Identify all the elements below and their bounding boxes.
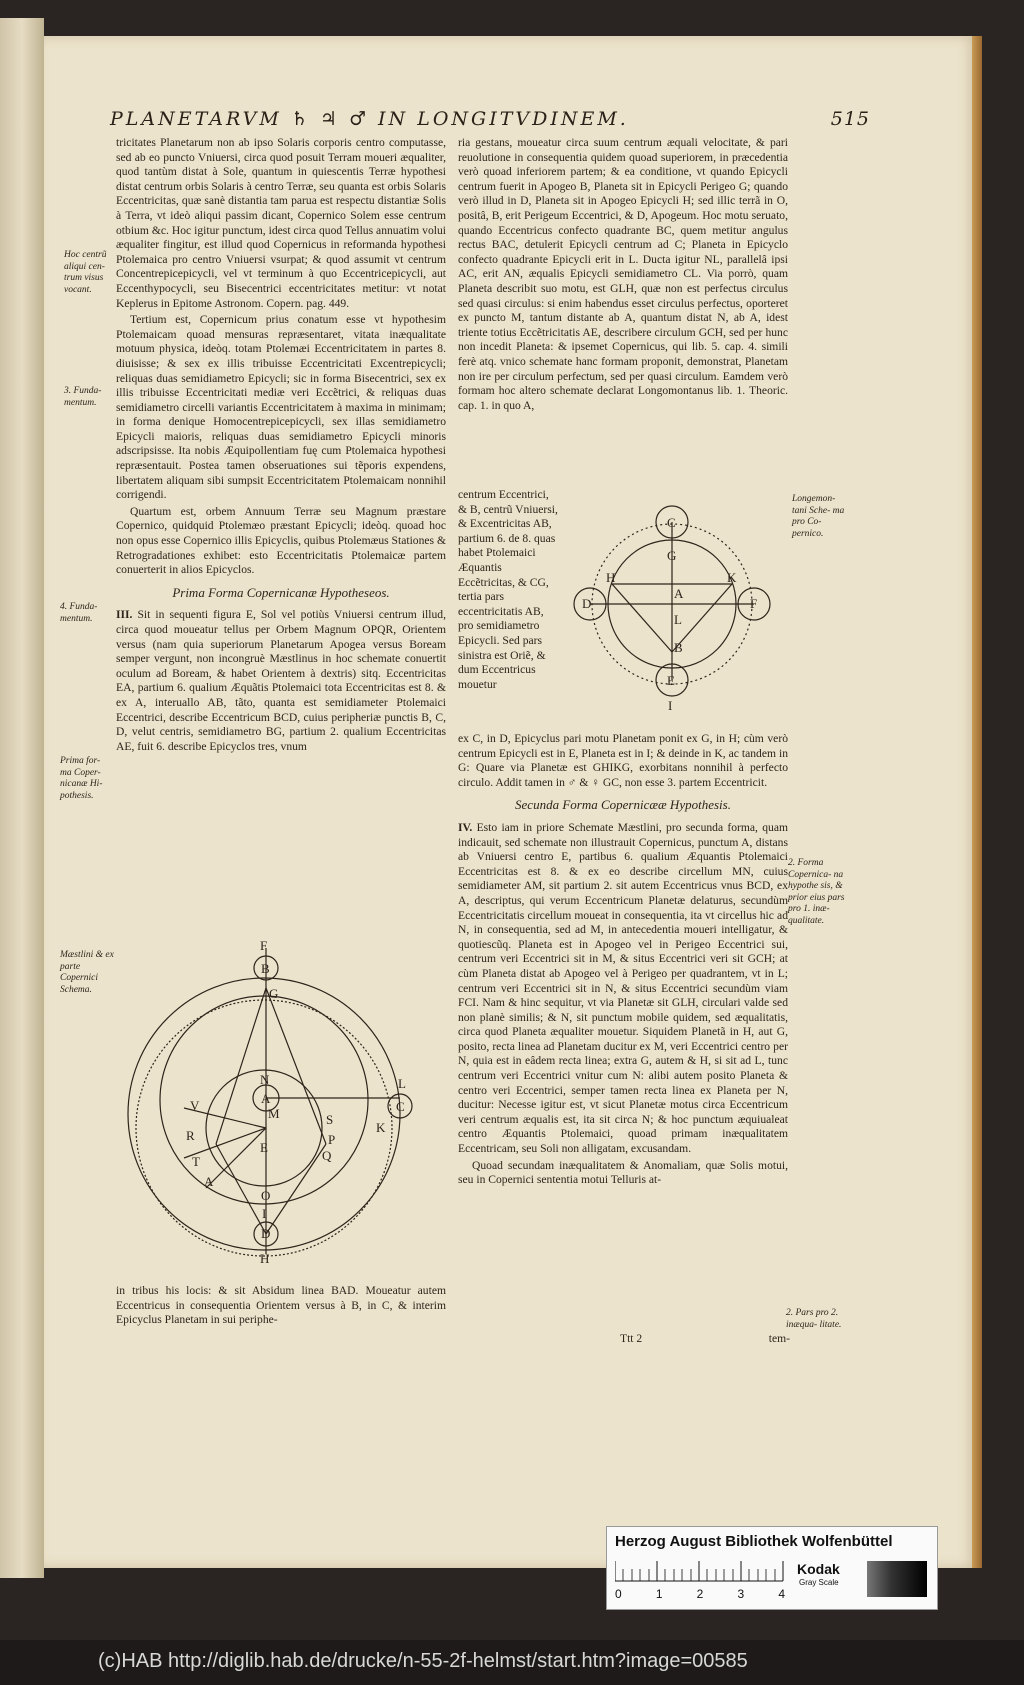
margin-note-prima-forma: Prima for- ma Coper- nicanæ Hi- pothesis. [60, 756, 103, 801]
margin-note-fundamentum-3: 3. Funda- mentum. [64, 386, 102, 408]
left-column [116, 136, 446, 944]
library-label-card [606, 1526, 938, 1610]
diagram-mastlin-label-r: R [186, 1128, 195, 1143]
diagram-mastlin-label-f: F [260, 938, 268, 953]
diagram-longomontanus [572, 500, 772, 714]
right-paragraph-3: ex C, in D, Epicyclus pari motu Planetam ponit ex G, in H; cùm verò centrum Epicycli est in E, Planeta est in I; & deinde in K, ac tandem in G: Quare via Planetæ est GHIKG, exorbitans nonnihil à perfecto circulo. Addit tamen in ♂ & ♀ GC, non esse 3. partem Eccentricit. [458, 732, 788, 789]
diagram-longo-label-i: I [668, 698, 673, 713]
diagram-mastlin-label-p: P [328, 1132, 336, 1147]
right-paragraph-5: Quoad secundam inæqualitatem & Anomaliam, quæ Solis motui, seu in Copernici sententia motui Telluris at- [458, 1158, 788, 1187]
diagram-mastlin-label-g: G [269, 986, 279, 1001]
scale-numbers [615, 1587, 785, 1601]
footer-credit-url[interactable]: (c)HAB http://diglib.hab.de/drucke/n-55-2f-helmst/start.htm?image=00585 [98, 1650, 748, 1672]
diagram-mastlin-label-k: K [376, 1120, 386, 1135]
kodak-brand: Kodak [797, 1561, 840, 1577]
diagram-mastlin-label-o: O [261, 1188, 271, 1203]
left-paragraph-4-text: Sit in sequenti figura E, Sol vel potiùs Vniuersi centrum illud, circa quod moueatur tellus per Orbem Magnum OPQR, Orientem versus (nam quia superiorum Planetarum Apogea versus Boream semper vergunt, non incongruè Mæstlinus in hoc schemate conuertit oculum ad Boream, & habet Orientem à dextris) sitq. Eccentricitas EA, partium 6. qualium Æquãtis Ptolemaici tota Eccentricitas est 8. & ex A, interuallo AB, tãto, quanta est semidiameter Ptolemaici Eccentrici, describe Eccentricum BCD, cuius peripheriæ punctis B, C, D, velut centris, semidiametro BG, partium 2. qualium Eccentricitas AE, fuit 6. describe Epicyclos tres, vnum [116, 608, 446, 753]
page-number: 515 [830, 108, 870, 130]
scale-number-2: 2 [696, 1587, 704, 1601]
left-column-bottom [116, 1284, 446, 1334]
margin-note-longomontani: Longemon- tani Sche- ma pro Co- pernico. [792, 494, 845, 539]
catchword: tem- [768, 1332, 790, 1345]
scale-number-0: 0 [615, 1587, 622, 1601]
diagram-mastlin-label-m: M [268, 1106, 280, 1121]
diagram-mastlin-label-s: S [326, 1112, 334, 1127]
left-paragraph-2: Tertium est, Copernicum prius conatum esse vt hypothesim Ptolemaicam quoad mensuras repræsentaret, vitata inæqualitate motuum physica, ideòq. totam Ptolemæi Eccentricitatem in partes 8. diuisisse; & sex ex illis tribuisse Eccentricitati Excentrepicycli; reliquas duas semidiametro Epicycli; sic in forma Bisecentrici, sex ex illis tribuisse Eccentricitati mediæ veri Eccẽtrici, & reliquas duas semidiametro circelli variantis Eccentricitatem à maxima in minimam; in forma denique Homocentrepicepicycli, sex illas semidiametro Epicycli maioris, reliquas duas semidiametro Epicycli minoris adscripsisse. Ita nobis Æquipollentiam fuę cum Ptolemaica hypothesi repræsentauit. Postea tamen obseruationes sui tẽporis expendens, libertatem aliquam sibi sumpsit Eccentricitatem Ptolemaicam nonnihil corrigendi. [116, 313, 446, 502]
gray-scale-patch [867, 1561, 927, 1597]
diagram-mastlin-label-v: V [190, 1098, 200, 1113]
diagram-longo-label-f: F [750, 596, 758, 611]
gray-scale-label: Gray Scale [799, 1578, 839, 1587]
margin-note-fundamentum-4: 4. Funda- mentum. [60, 602, 98, 624]
diagram-mastlin-label-b: B [261, 961, 270, 976]
diagram-longo-label-a: A [674, 586, 684, 601]
running-title: PLANETARVM ♄ ♃ ♂ IN LONGITVDINEM. [110, 108, 629, 130]
diagram-longo-label-d: D [582, 596, 592, 611]
signature-mark: Ttt 2 [620, 1332, 643, 1345]
right-paragraph-1: ria gestans, moueatur circa suum centrum æquali velocitate, & pari reuolutione in consequentia quidem quoad superiorem, in præcedentia verò quoad inferiorem partem; & ea conditione, vt quando Epicycli centrum fuerit in Apogeo B, Planeta sit in Epicycli Perigeo G; quando verò illud in D, Planeta sit in Apogeo Epicycli H; sed illic terrã in O, positâ, B, erit Perigeum Eccentrici, & D, Apogeum. Hoc motu seruato, quando Eccentricus confecto quadrante BC, quem metitur angulus rectus BAC, detulerit Epicycli centrum ad C; Planeta in Epicyclo confecto quadrante Epicycli erit in L. Ducta igitur NL, parallelâ ipsi AC, erit AN, æqualis Epicycli semidiametro CL. Via porrò, quam Planeta describit suo motu, est GLH, quæ non est perfectus circulus sed quasi circulus: si enim habendus esset circulus perfectus, oporteret ex puncto M, tantum distante ab A, quantum distat N, ab A, idest triente totius Eccẽtricitatis AE, describere circulum GCH, sed per hunc non incedit Planeta: & ipsemet Copernicus, qui lib. 5. cap. 4. simili ferè atq. vnico schemate hanc formam proponit, demonstrat, Planetam non ire per circulum perfectum, sed per quasi circulum. Eamdem verò formam hoc altero schemate declarat Longomontanus lib. 1. Theoric. cap. 1. in quo A, [458, 136, 788, 412]
library-name: Herzog August Bibliothek Wolfenbüttel [615, 1533, 893, 1550]
right-paragraph-4 [458, 821, 788, 1157]
diagram-mastlin-label-t: T [192, 1154, 200, 1169]
diagram-mastlin-label-q: Q [322, 1148, 332, 1163]
right-paragraph-4-text: Esto iam in priore Schemate Mæstlini, pro secunda forma, quam indicauit, sed schemate non illustrauit Copernicus, punctum A, distans ab Vniuersi centro E, partibus 6. qualium Æquantis Ptolemaici Eccentricitas est 8. & ex eo describe circellum MN, cuius semidiameter AM, sit partium 2. sit autem Eccentricus vnus BCD, ex A, descriptus, qui verum Eccentricum Planetæ delaturus, secundùm Eccentricitatis circellum moueat in consequentia, ita vt circellus hic ad N, in consequentia, sed ad M, in antecedentia moueri intelligatur, & quotiescũq. Planeta est in Apogeo vel in Perigeo Eccentrici sui, centrum veri Eccentrici sit in M, & situs Eccentrici veri sit GCH; at cùm Planeta distat ab Apogeo vel à Perigeo per quadrantem, vt in L; centrum veri Eccentrici sit in N, & situs Eccentrici secundùm viam FCI. Nam & hinc sequitur, vt via Planetæ sit GLH, circulari valde sed non planè similis; & N, sit punctum mobile quidem, sed æqualitatis, circa quod Planeta æqualiter mouetur. Siquidem Planetã in H, aut G, posito, recta linea ad Planetam ducitur ex M, veri Eccentrici centro per N, quia est in eâdem recta linea; extra G, autem & H, si sit ad L, tunc centrum veri Eccentrici vnitur cum N: alibi autem posito Planeta & centro veri Eccentrici, semper tamen recta linea ex Planeta per N, ducitur: Necesse igitur est, vt sicut Planetæ motus circa Eccentricum veri centrum æqualis est, ita sit circa N; & hoc punctum æquiualeat centro Æquantis Ptolemaici, quoad primam inæqualitatem Eccentricam, seu Soli non alligatam, excusandam. [458, 820, 788, 1156]
margin-note-pars-pro: 2. Pars pro 2. inæqua- litate. [786, 1308, 842, 1330]
diagram-mastlin-label-i: I [262, 1206, 267, 1221]
left-paragraph-4 [116, 608, 446, 754]
right-section-heading: Secunda Forma Copernicææ Hypothesis. [515, 797, 731, 813]
margin-note-maestlini: Mæstlini & ex parte Copernici Schema. [60, 950, 114, 995]
diagram-mastlin-label-d: D [261, 1226, 271, 1241]
signature-line [620, 1332, 790, 1348]
diagram-longo-label-b: B [674, 640, 683, 655]
diagram-longo-label-e: E [667, 673, 675, 688]
margin-note-secunda-forma: 2. Forma Copernica- na hypothe sis, & prior eius pars pro 1. inæ- qualitate. [788, 858, 845, 926]
running-header [110, 108, 870, 134]
diagram-longo-label-l: L [674, 612, 682, 627]
right-column-main [458, 732, 788, 1328]
scale-number-4: 4 [778, 1587, 785, 1601]
diagram-mastlin-label-c: C [396, 1099, 405, 1114]
page-gilt-edge [972, 36, 982, 1568]
diagram-longo-label-c: C [667, 515, 676, 530]
section-number-iii: III. [116, 608, 133, 622]
diagram-mastlin-label-e: E [260, 1140, 268, 1155]
gray-scale-ruler [615, 1561, 787, 1583]
diagram-longo-label-g: G [667, 548, 677, 563]
left-paragraph-3: Quartum est, orbem Annuum Terræ seu Magnum præstare Copernico, quidquid Ptolemæo præstant Epicycli; ideòq. quoad hoc non opus esse Copernico illis Epicyclis, quibus Ptolemæus Stationes & Retrogradationes exhibet: esto Eccentricitatis Ptolemaicæ partem conuerterit in alios Epicyclos. [116, 504, 446, 577]
diagram-maestlin [126, 938, 430, 1266]
right-column-top [458, 136, 788, 488]
diagram-mastlin-label-a-lower: A [204, 1174, 214, 1189]
diagram-mastlin-label-l: L [398, 1076, 406, 1091]
scale-number-3: 3 [737, 1587, 745, 1601]
left-paragraph-5: in tribus his locis: & sit Absidum linea BAD. Moueatur autem Eccentricus in consequentia Orientem versus à B, in C, & interim Epicyclus Planetam in sui periphe- [116, 1284, 446, 1327]
right-paragraph-2: centrum Eccentrici, & B, centrũ Vniuersi, & Excentricitas AB, partium 6. de 8. quas habet Ptolemaici Æquantis Eccẽtricitas, & CG, tertia pars eccentricitatis AB, pro semidiametro Epicycli. Sed pars sinistra est Oriẽ, & dum Eccentricus mouetur [458, 488, 558, 691]
left-section-heading: Prima Forma Copernicanæ Hypotheseos. [172, 584, 390, 600]
margin-note-hoc-centrum: Hoc centrũ aliqui cen- trum visus vocant. [64, 250, 107, 295]
right-column-wrap [458, 488, 558, 732]
left-paragraph-1: tricitates Planetarum non ab ipso Solaris corporis centro computasse, sed ab eo puncto Vniuersi, circa quod posuit Terram moueri æqualiter, quod tantùm distat à Sole, quantum in quiescentis Terræ hypothesi distat centrum orbis Solaris à centro Terræ, seu quanta est orbis Solaris Eccentricitas, quæ sanè distantia tam parua est respectu distantiæ Solis à Terra, vt ideò aliqui passim dicant, Copernico Solem esse centrum otbium &c. Hoc igitur punctum, idest circa quod Tellus annuatim volui æqualiter fingitur, est illud quod Copernicus in reformanda hypothesi Ptolemaica pro centro Vniuersi vsurpat; & quod assumit vt centrum Concentrepicepicycli, vel vt terminum à quo Eccentricepicycli, aut Eccenthypocycli, seu Bisecentrici eccentricitates metitur: vt notat Keplerus in Epitome Astronom. Copern. pag. 449. [116, 136, 446, 310]
section-number-iv: IV. [458, 820, 473, 834]
diagram-longo-label-k: K [727, 570, 737, 585]
diagram-mastlin-label-a-center: A [261, 1091, 271, 1106]
diagram-longo-label-h: H [606, 570, 616, 585]
scale-number-1: 1 [655, 1587, 663, 1601]
diagram-mastlin-label-n: N [260, 1072, 270, 1087]
facing-page-edge [0, 18, 44, 1578]
diagram-mastlin-label-h: H [260, 1251, 270, 1266]
